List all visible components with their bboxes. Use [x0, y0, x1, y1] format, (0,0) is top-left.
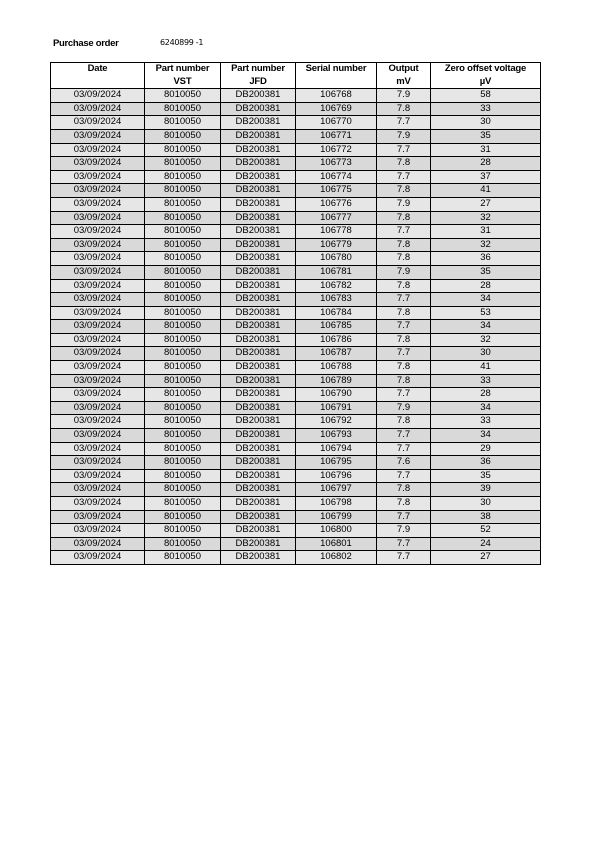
part-number-jfd-cell: DB200381 [221, 102, 296, 116]
subheader-serial [296, 76, 377, 89]
date-cell: 03/09/2024 [51, 497, 145, 511]
part-number-jfd-cell: DB200381 [221, 401, 296, 415]
zero-offset-cell: 32 [431, 211, 541, 225]
part-number-jfd-cell: DB200381 [221, 497, 296, 511]
part-number-vst-cell: 8010050 [145, 415, 221, 429]
output-cell: 7.7 [377, 170, 431, 184]
part-number-jfd-cell: DB200381 [221, 238, 296, 252]
table-row [51, 374, 541, 388]
date-cell: 03/09/2024 [51, 184, 145, 198]
serial-number-cell: 106770 [296, 116, 377, 130]
part-number-jfd-cell: DB200381 [221, 347, 296, 361]
part-number-vst-cell: 8010050 [145, 265, 221, 279]
serial-number-cell: 106788 [296, 361, 377, 375]
serial-number-cell: 106771 [296, 129, 377, 143]
table-row [51, 252, 541, 266]
serial-number-cell: 106796 [296, 469, 377, 483]
date-cell: 03/09/2024 [51, 116, 145, 130]
output-cell: 7.8 [377, 102, 431, 116]
date-cell: 03/09/2024 [51, 238, 145, 252]
part-number-vst-cell: 8010050 [145, 483, 221, 497]
part-number-jfd-cell: DB200381 [221, 456, 296, 470]
part-number-vst-cell: 8010050 [145, 252, 221, 266]
output-cell: 7.8 [377, 497, 431, 511]
table-row [51, 537, 541, 551]
serial-number-cell: 106775 [296, 184, 377, 198]
date-cell: 03/09/2024 [51, 293, 145, 307]
serial-number-cell: 106777 [296, 211, 377, 225]
date-cell: 03/09/2024 [51, 415, 145, 429]
table-row [51, 197, 541, 211]
date-cell: 03/09/2024 [51, 157, 145, 171]
table-row [51, 442, 541, 456]
zero-offset-cell: 34 [431, 293, 541, 307]
zero-offset-cell: 31 [431, 225, 541, 239]
zero-offset-cell: 52 [431, 524, 541, 538]
output-cell: 7.9 [377, 129, 431, 143]
serial-number-cell: 106769 [296, 102, 377, 116]
zero-offset-cell: 36 [431, 252, 541, 266]
serial-number-cell: 106779 [296, 238, 377, 252]
zero-offset-cell: 53 [431, 306, 541, 320]
output-cell: 7.7 [377, 388, 431, 402]
part-number-vst-cell: 8010050 [145, 225, 221, 239]
table-row [51, 157, 541, 171]
date-cell: 03/09/2024 [51, 551, 145, 565]
date-cell: 03/09/2024 [51, 347, 145, 361]
serial-number-cell: 106786 [296, 333, 377, 347]
purchase-order-label: Purchase order [53, 38, 119, 49]
zero-offset-cell: 58 [431, 89, 541, 103]
part-number-vst-cell: 8010050 [145, 184, 221, 198]
part-number-vst-cell: 8010050 [145, 469, 221, 483]
date-cell: 03/09/2024 [51, 211, 145, 225]
part-number-vst-cell: 8010050 [145, 116, 221, 130]
part-number-jfd-cell: DB200381 [221, 320, 296, 334]
table-row [51, 320, 541, 334]
output-cell: 7.8 [377, 361, 431, 375]
part-number-jfd-cell: DB200381 [221, 252, 296, 266]
serial-number-cell: 106794 [296, 442, 377, 456]
serial-number-cell: 106784 [296, 306, 377, 320]
part-number-vst-cell: 8010050 [145, 89, 221, 103]
serial-number-cell: 106789 [296, 374, 377, 388]
output-cell: 7.7 [377, 469, 431, 483]
table-row [51, 497, 541, 511]
table-row [51, 306, 541, 320]
output-cell: 7.7 [377, 347, 431, 361]
output-cell: 7.8 [377, 415, 431, 429]
table-row [51, 129, 541, 143]
part-number-jfd-cell: DB200381 [221, 116, 296, 130]
part-number-vst-cell: 8010050 [145, 537, 221, 551]
part-number-jfd-cell: DB200381 [221, 333, 296, 347]
part-number-jfd-cell: DB200381 [221, 279, 296, 293]
subheader-voltage-unit: µV [431, 76, 541, 89]
part-number-jfd-cell: DB200381 [221, 442, 296, 456]
zero-offset-cell: 32 [431, 333, 541, 347]
part-number-jfd-cell: DB200381 [221, 157, 296, 171]
date-cell: 03/09/2024 [51, 197, 145, 211]
output-cell: 7.9 [377, 265, 431, 279]
table-row [51, 551, 541, 565]
date-cell: 03/09/2024 [51, 279, 145, 293]
date-cell: 03/09/2024 [51, 442, 145, 456]
date-cell: 03/09/2024 [51, 374, 145, 388]
part-number-vst-cell: 8010050 [145, 388, 221, 402]
part-number-jfd-cell: DB200381 [221, 483, 296, 497]
output-cell: 7.7 [377, 442, 431, 456]
part-number-jfd-cell: DB200381 [221, 374, 296, 388]
date-cell: 03/09/2024 [51, 129, 145, 143]
zero-offset-cell: 30 [431, 347, 541, 361]
part-number-vst-cell: 8010050 [145, 551, 221, 565]
zero-offset-cell: 39 [431, 483, 541, 497]
table-row [51, 415, 541, 429]
table-row [51, 483, 541, 497]
output-cell: 7.7 [377, 143, 431, 157]
part-number-jfd-cell: DB200381 [221, 184, 296, 198]
table-row [51, 333, 541, 347]
serial-number-cell: 106778 [296, 225, 377, 239]
part-number-vst-cell: 8010050 [145, 320, 221, 334]
subheader-date [51, 76, 145, 89]
part-number-vst-cell: 8010050 [145, 510, 221, 524]
table-row [51, 388, 541, 402]
serial-number-cell: 106774 [296, 170, 377, 184]
output-cell: 7.8 [377, 211, 431, 225]
table-row [51, 456, 541, 470]
part-number-vst-cell: 8010050 [145, 374, 221, 388]
date-cell: 03/09/2024 [51, 537, 145, 551]
part-number-vst-cell: 8010050 [145, 306, 221, 320]
zero-offset-cell: 29 [431, 442, 541, 456]
serial-number-cell: 106798 [296, 497, 377, 511]
serial-number-cell: 106772 [296, 143, 377, 157]
part-number-jfd-cell: DB200381 [221, 537, 296, 551]
date-cell: 03/09/2024 [51, 252, 145, 266]
date-cell: 03/09/2024 [51, 510, 145, 524]
part-number-vst-cell: 8010050 [145, 238, 221, 252]
serial-number-cell: 106802 [296, 551, 377, 565]
header-part-number-vst: Part number [145, 63, 221, 76]
zero-offset-cell: 41 [431, 361, 541, 375]
part-number-vst-cell: 8010050 [145, 293, 221, 307]
output-cell: 7.8 [377, 374, 431, 388]
part-number-jfd-cell: DB200381 [221, 265, 296, 279]
part-number-vst-cell: 8010050 [145, 157, 221, 171]
table-row [51, 429, 541, 443]
table-row [51, 361, 541, 375]
part-number-vst-cell: 8010050 [145, 143, 221, 157]
subheader-output-unit: mV [377, 76, 431, 89]
part-number-jfd-cell: DB200381 [221, 469, 296, 483]
purchase-order-number: 6240899 -1 [160, 38, 204, 47]
output-cell: 7.9 [377, 524, 431, 538]
part-number-vst-cell: 8010050 [145, 211, 221, 225]
table-row [51, 225, 541, 239]
part-number-vst-cell: 8010050 [145, 524, 221, 538]
serial-number-cell: 106782 [296, 279, 377, 293]
serial-number-cell: 106799 [296, 510, 377, 524]
date-cell: 03/09/2024 [51, 524, 145, 538]
table-row [51, 184, 541, 198]
part-number-jfd-cell: DB200381 [221, 361, 296, 375]
date-cell: 03/09/2024 [51, 429, 145, 443]
date-cell: 03/09/2024 [51, 89, 145, 103]
part-number-vst-cell: 8010050 [145, 456, 221, 470]
zero-offset-cell: 33 [431, 415, 541, 429]
output-cell: 7.7 [377, 116, 431, 130]
output-cell: 7.8 [377, 483, 431, 497]
output-cell: 7.7 [377, 537, 431, 551]
zero-offset-cell: 35 [431, 265, 541, 279]
part-number-jfd-cell: DB200381 [221, 197, 296, 211]
serial-number-cell: 106790 [296, 388, 377, 402]
zero-offset-cell: 28 [431, 279, 541, 293]
part-number-vst-cell: 8010050 [145, 129, 221, 143]
table-row [51, 293, 541, 307]
zero-offset-cell: 34 [431, 401, 541, 415]
part-number-jfd-cell: DB200381 [221, 143, 296, 157]
subheader-row [51, 76, 541, 89]
part-number-jfd-cell: DB200381 [221, 306, 296, 320]
output-cell: 7.7 [377, 429, 431, 443]
output-cell: 7.8 [377, 252, 431, 266]
output-cell: 7.9 [377, 89, 431, 103]
part-number-vst-cell: 8010050 [145, 197, 221, 211]
output-cell: 7.7 [377, 551, 431, 565]
part-number-vst-cell: 8010050 [145, 347, 221, 361]
output-cell: 7.7 [377, 510, 431, 524]
zero-offset-cell: 37 [431, 170, 541, 184]
table-row [51, 401, 541, 415]
zero-offset-cell: 36 [431, 456, 541, 470]
header-row [51, 63, 541, 76]
zero-offset-cell: 30 [431, 116, 541, 130]
serial-number-cell: 106791 [296, 401, 377, 415]
part-number-vst-cell: 8010050 [145, 333, 221, 347]
part-number-vst-cell: 8010050 [145, 429, 221, 443]
date-cell: 03/09/2024 [51, 483, 145, 497]
part-number-jfd-cell: DB200381 [221, 429, 296, 443]
zero-offset-cell: 27 [431, 197, 541, 211]
header-serial-number: Serial number [296, 63, 377, 76]
output-cell: 7.8 [377, 279, 431, 293]
output-cell: 7.8 [377, 238, 431, 252]
zero-offset-cell: 32 [431, 238, 541, 252]
serial-number-cell: 106780 [296, 252, 377, 266]
output-cell: 7.8 [377, 333, 431, 347]
output-cell: 7.8 [377, 157, 431, 171]
output-cell: 7.9 [377, 401, 431, 415]
part-number-jfd-cell: DB200381 [221, 551, 296, 565]
table-row [51, 102, 541, 116]
zero-offset-cell: 30 [431, 497, 541, 511]
part-number-vst-cell: 8010050 [145, 279, 221, 293]
zero-offset-cell: 31 [431, 143, 541, 157]
zero-offset-cell: 33 [431, 374, 541, 388]
serial-number-cell: 106773 [296, 157, 377, 171]
header-output: Output [377, 63, 431, 76]
table-row [51, 89, 541, 103]
date-cell: 03/09/2024 [51, 456, 145, 470]
part-number-jfd-cell: DB200381 [221, 225, 296, 239]
output-cell: 7.9 [377, 197, 431, 211]
table-row [51, 510, 541, 524]
serial-number-cell: 106785 [296, 320, 377, 334]
part-number-jfd-cell: DB200381 [221, 510, 296, 524]
serial-number-cell: 106793 [296, 429, 377, 443]
zero-offset-cell: 34 [431, 429, 541, 443]
table-row [51, 279, 541, 293]
header-zero-offset-voltage: Zero offset voltage [431, 63, 541, 76]
serial-number-cell: 106776 [296, 197, 377, 211]
output-cell: 7.7 [377, 320, 431, 334]
table-row [51, 238, 541, 252]
part-number-vst-cell: 8010050 [145, 497, 221, 511]
date-cell: 03/09/2024 [51, 320, 145, 334]
part-number-vst-cell: 8010050 [145, 442, 221, 456]
part-number-jfd-cell: DB200381 [221, 89, 296, 103]
serial-number-cell: 106797 [296, 483, 377, 497]
part-number-jfd-cell: DB200381 [221, 170, 296, 184]
date-cell: 03/09/2024 [51, 306, 145, 320]
zero-offset-cell: 28 [431, 157, 541, 171]
output-cell: 7.7 [377, 293, 431, 307]
table-row [51, 116, 541, 130]
part-number-vst-cell: 8010050 [145, 361, 221, 375]
serial-number-cell: 106781 [296, 265, 377, 279]
date-cell: 03/09/2024 [51, 225, 145, 239]
part-number-vst-cell: 8010050 [145, 102, 221, 116]
zero-offset-cell: 35 [431, 129, 541, 143]
serial-number-cell: 106783 [296, 293, 377, 307]
part-number-jfd-cell: DB200381 [221, 293, 296, 307]
serial-number-cell: 106795 [296, 456, 377, 470]
zero-offset-cell: 35 [431, 469, 541, 483]
part-number-vst-cell: 8010050 [145, 170, 221, 184]
serial-number-cell: 106801 [296, 537, 377, 551]
output-cell: 7.8 [377, 306, 431, 320]
date-cell: 03/09/2024 [51, 401, 145, 415]
part-number-jfd-cell: DB200381 [221, 415, 296, 429]
table-row [51, 524, 541, 538]
table-row [51, 469, 541, 483]
serial-number-cell: 106768 [296, 89, 377, 103]
header-date: Date [51, 63, 145, 76]
date-cell: 03/09/2024 [51, 265, 145, 279]
table-row [51, 211, 541, 225]
zero-offset-cell: 24 [431, 537, 541, 551]
zero-offset-cell: 33 [431, 102, 541, 116]
zero-offset-cell: 34 [431, 320, 541, 334]
zero-offset-cell: 28 [431, 388, 541, 402]
subheader-vst: VST [145, 76, 221, 89]
header-part-number-jfd: Part number [221, 63, 296, 76]
date-cell: 03/09/2024 [51, 102, 145, 116]
measurement-table [50, 62, 541, 565]
part-number-jfd-cell: DB200381 [221, 129, 296, 143]
date-cell: 03/09/2024 [51, 170, 145, 184]
part-number-jfd-cell: DB200381 [221, 388, 296, 402]
date-cell: 03/09/2024 [51, 333, 145, 347]
serial-number-cell: 106792 [296, 415, 377, 429]
zero-offset-cell: 27 [431, 551, 541, 565]
zero-offset-cell: 41 [431, 184, 541, 198]
output-cell: 7.8 [377, 184, 431, 198]
subheader-jfd: JFD [221, 76, 296, 89]
output-cell: 7.7 [377, 225, 431, 239]
serial-number-cell: 106787 [296, 347, 377, 361]
table-row [51, 143, 541, 157]
table-row [51, 265, 541, 279]
serial-number-cell: 106800 [296, 524, 377, 538]
part-number-vst-cell: 8010050 [145, 401, 221, 415]
output-cell: 7.6 [377, 456, 431, 470]
date-cell: 03/09/2024 [51, 143, 145, 157]
date-cell: 03/09/2024 [51, 469, 145, 483]
zero-offset-cell: 38 [431, 510, 541, 524]
part-number-jfd-cell: DB200381 [221, 524, 296, 538]
table-row [51, 347, 541, 361]
date-cell: 03/09/2024 [51, 388, 145, 402]
part-number-jfd-cell: DB200381 [221, 211, 296, 225]
date-cell: 03/09/2024 [51, 361, 145, 375]
table-row [51, 170, 541, 184]
